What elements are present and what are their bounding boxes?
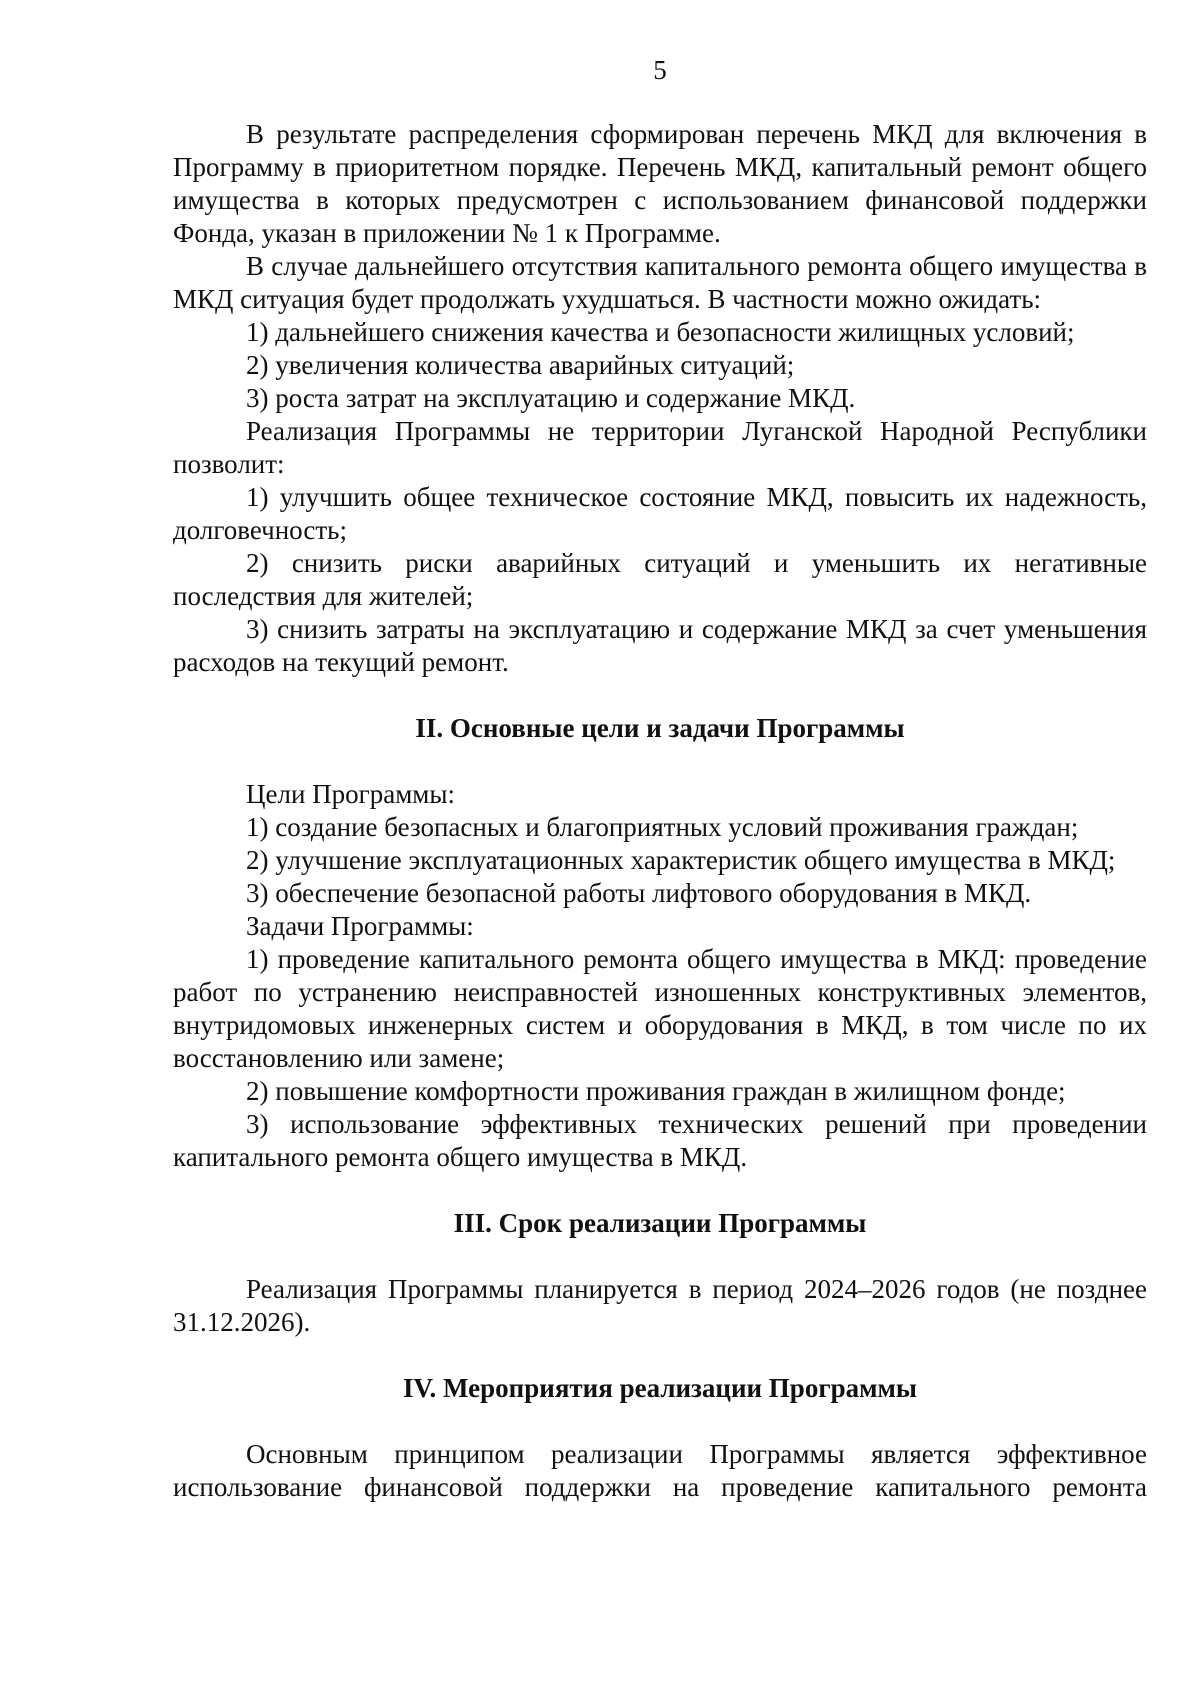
list-item-expect-2: 2) увеличения количества аварийных ситуаций; — [246, 350, 795, 380]
list-item-task-2: 2) повышение комфортности проживания граждан в жилищном фонде; — [246, 1076, 1066, 1106]
document-page — [173, 54, 1147, 1504]
goals-title: Цели Программы: — [246, 779, 456, 809]
tasks-title: Задачи Программы: — [246, 911, 474, 941]
paragraph-measures: Основным принципом реализации Программы является эффективное использование финансовой поддержки на проведение капитального ремонта — [173, 1439, 1147, 1502]
list-item-allow-2: 2) снизить риски аварийных ситуаций и уменьшить их негативные последствия для жителей; — [173, 548, 1147, 611]
list-item-goal-2: 2) улучшение эксплуатационных характеристик общего имущества в МКД; — [246, 845, 1116, 875]
page-number: 5 — [653, 55, 667, 85]
list-item-goal-3: 3) обеспечение безопасной работы лифтового оборудования в МКД. — [246, 878, 1032, 908]
list-item-task-1: 1) проведение капитального ремонта общего имущества в МКД: проведение работ по устранению неисправностей изношенных конструктивных элементов, внутридомовых инженерных систем и оборудования в МКД, в том числе по их восстановлению или замене; — [173, 944, 1147, 1073]
list-item-expect-1: 1) дальнейшего снижения качества и безопасности жилищных условий; — [246, 317, 1075, 347]
paragraph-absence-of-repair: В случае дальнейшего отсутствия капитального ремонта общего имущества в МКД ситуация будет продолжать ухудшаться. В частности можно ожидать: — [173, 251, 1147, 314]
paragraph-distribution-result: В результате распределения сформирован перечень МКД для включения в Программу в приоритетном порядке. Перечень МКД, капитальный ремонт общего имущества в которых предусмотрен с использованием финансовой поддержки Фонда, указан в приложении № 1 к Программе. — [173, 119, 1147, 248]
list-item-expect-3: 3) роста затрат на эксплуатацию и содержание МКД. — [246, 383, 856, 413]
list-item-task-3: 3) использование эффективных технических решений при проведении капитального ремонта общего имущества в МКД. — [173, 1109, 1147, 1172]
paragraph-term: Реализация Программы планируется в период 2024–2026 годов (не позднее 31.12.2026). — [173, 1274, 1147, 1337]
list-item-allow-1: 1) улучшить общее техническое состояние МКД, повысить их надежность, долговечность; — [173, 482, 1147, 545]
section-heading-measures: IV. Мероприятия реализации Программы — [403, 1373, 917, 1403]
paragraph-program-allows: Реализация Программы не территории Луганской Народной Республики позволит: — [173, 416, 1147, 479]
section-heading-term: III. Срок реализации Программы — [453, 1208, 867, 1238]
list-item-allow-3: 3) снизить затраты на эксплуатацию и содержание МКД за счет уменьшения расходов на текущий ремонт. — [173, 614, 1147, 677]
section-heading-goals: II. Основные цели и задачи Программы — [415, 713, 905, 743]
list-item-goal-1: 1) создание безопасных и благоприятных условий проживания граждан; — [246, 812, 1079, 842]
